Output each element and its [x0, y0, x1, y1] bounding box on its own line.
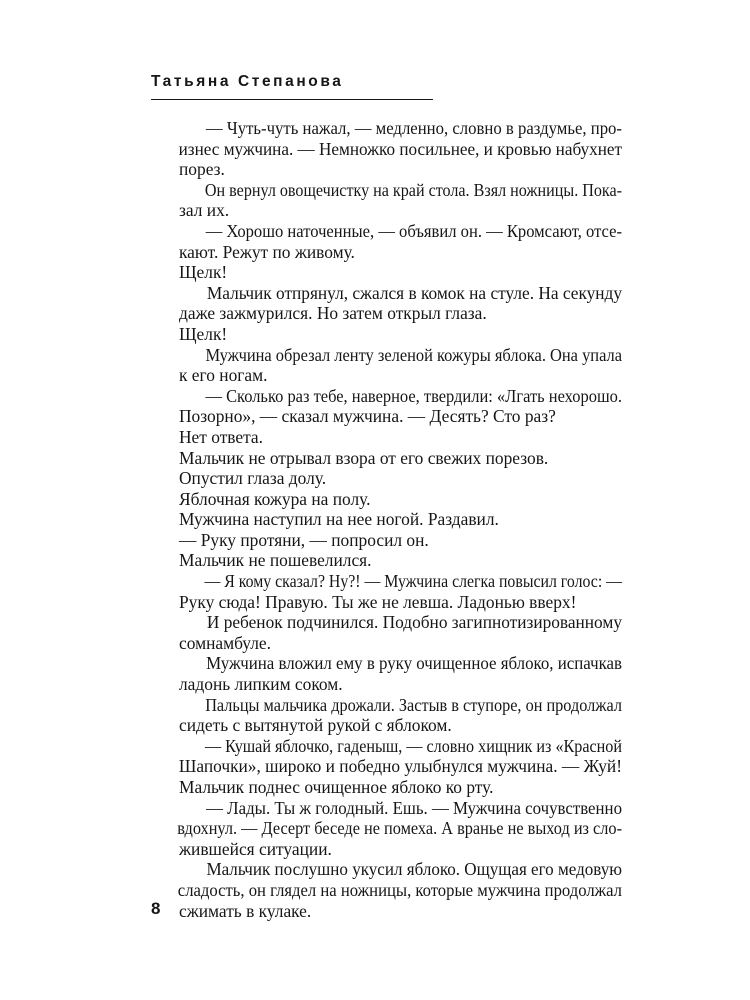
text-line: сидеть с вытянутой рукой с яблоком.	[179, 715, 452, 736]
paragraph	[151, 530, 622, 551]
text-line: — Руку протяни, — попросил он.	[179, 529, 429, 550]
text-line: Мальчик поднес очищенное яблоко ко рту.	[179, 777, 494, 797]
page-header	[151, 72, 433, 100]
text-line: жившейся ситуации.	[179, 838, 332, 859]
text-line: Позорно», — сказал мужчина. — Десять? Сто раз?	[179, 406, 556, 427]
text-line: кают. Режут по живому.	[179, 241, 355, 262]
text-line: Щелк!	[179, 323, 228, 344]
paragraph	[151, 550, 622, 571]
paragraph	[151, 283, 622, 324]
text-line: Мальчик отпрянул, сжался в комок на стуле. На секунду	[206, 282, 623, 303]
text-line: Нет ответа.	[179, 426, 263, 447]
paragraph	[151, 221, 622, 262]
paragraph	[151, 468, 622, 489]
text-line: Мужчина обрезал ленту зеленой кожуры яблока. Она упала	[205, 344, 622, 365]
text-line: Он вернул овощечистку на край стола. Взял ножницы. Пока-	[204, 179, 622, 200]
text-line: порез.	[179, 159, 225, 180]
text-line: — Сколько раз тебе, наверное, твердили: «Лгать нехорошо.	[205, 385, 622, 406]
text-line: сжимать в кулаке.	[179, 900, 312, 921]
text-line: сомнамбуле.	[179, 632, 271, 653]
text-line: — Хорошо наточенные, — объявил он. — Кромсают, отсе-	[205, 220, 622, 241]
text-line: Мальчик не отрывал взора от его свежих порезов.	[179, 447, 549, 468]
paragraph	[151, 736, 622, 777]
paragraph	[151, 386, 622, 427]
text-line: ладонь липким соком.	[179, 674, 343, 695]
paragraph	[151, 653, 622, 694]
paragraph	[151, 695, 622, 736]
paragraph	[151, 798, 622, 860]
paragraph	[151, 612, 622, 653]
paragraph	[151, 571, 622, 612]
text-line: зал их.	[179, 200, 230, 221]
paragraph	[151, 345, 622, 386]
text-line: Мальчик послушно укусил яблоко. Ощущая его медовую	[206, 859, 622, 880]
text-line: даже зажмурился. Но затем открыл глаза.	[179, 303, 487, 324]
text-line: Мужчина наступил на нее ногой. Раздавил.	[179, 509, 499, 530]
text-line: сладость, он глядел на ножницы, которые мужчина продолжал	[177, 879, 622, 900]
text-line: вдохнул. — Десерт беседе не помеха. А вранье не выход из сло-	[177, 818, 622, 839]
text-line: Щелк!	[179, 262, 228, 283]
text-line: Мужчина вложил ему в руку очищенное яблоко, испачкав	[206, 653, 622, 674]
paragraph	[151, 777, 622, 798]
running-head-author: Татьяна Степанова	[151, 73, 344, 90]
paragraph	[151, 509, 622, 530]
header-rule	[151, 99, 433, 100]
text-line: Мальчик не пошевелился.	[179, 550, 372, 571]
paragraph	[151, 118, 622, 180]
text-line: — Лады. Ты ж голодный. Ешь. — Мужчина сочувственно	[206, 797, 622, 818]
page-number: 8	[151, 899, 161, 918]
text-line: Шапочки», широко и победно улыбнулся мужчина. — Жуй!	[178, 756, 622, 777]
text-line: Пальцы мальчика дрожали. Застыв в ступоре, он продолжал	[205, 694, 622, 715]
paragraph	[151, 859, 622, 921]
text-line: — Кушай яблочко, гаденыш, — словно хищник из «Красной	[204, 735, 622, 756]
paragraph	[151, 448, 622, 469]
text-line: Опустил глаза долу.	[179, 468, 327, 489]
text-line: изнес мужчина. — Немножко посильнее, и кровью набухнет	[178, 138, 622, 159]
body-text	[151, 118, 622, 921]
paragraph	[151, 427, 622, 448]
text-line: Руку сюда! Правую. Ты же не левша. Ладонью вверх!	[179, 591, 577, 612]
text-line: И ребенок подчинился. Подобно загипнотизированному	[206, 612, 622, 633]
text-line: Яблочная кожура на полу.	[179, 488, 371, 509]
paragraph	[151, 489, 622, 510]
text-line: — Я кому сказал? Ну?! — Мужчина слегка повысил голос: —	[204, 571, 622, 592]
paragraph	[151, 262, 622, 283]
paragraph	[151, 324, 622, 345]
text-line: — Чуть-чуть нажал, — медленно, словно в раздумье, про-	[205, 118, 622, 138]
paragraph	[151, 180, 622, 221]
text-line: к его ногам.	[179, 365, 268, 386]
